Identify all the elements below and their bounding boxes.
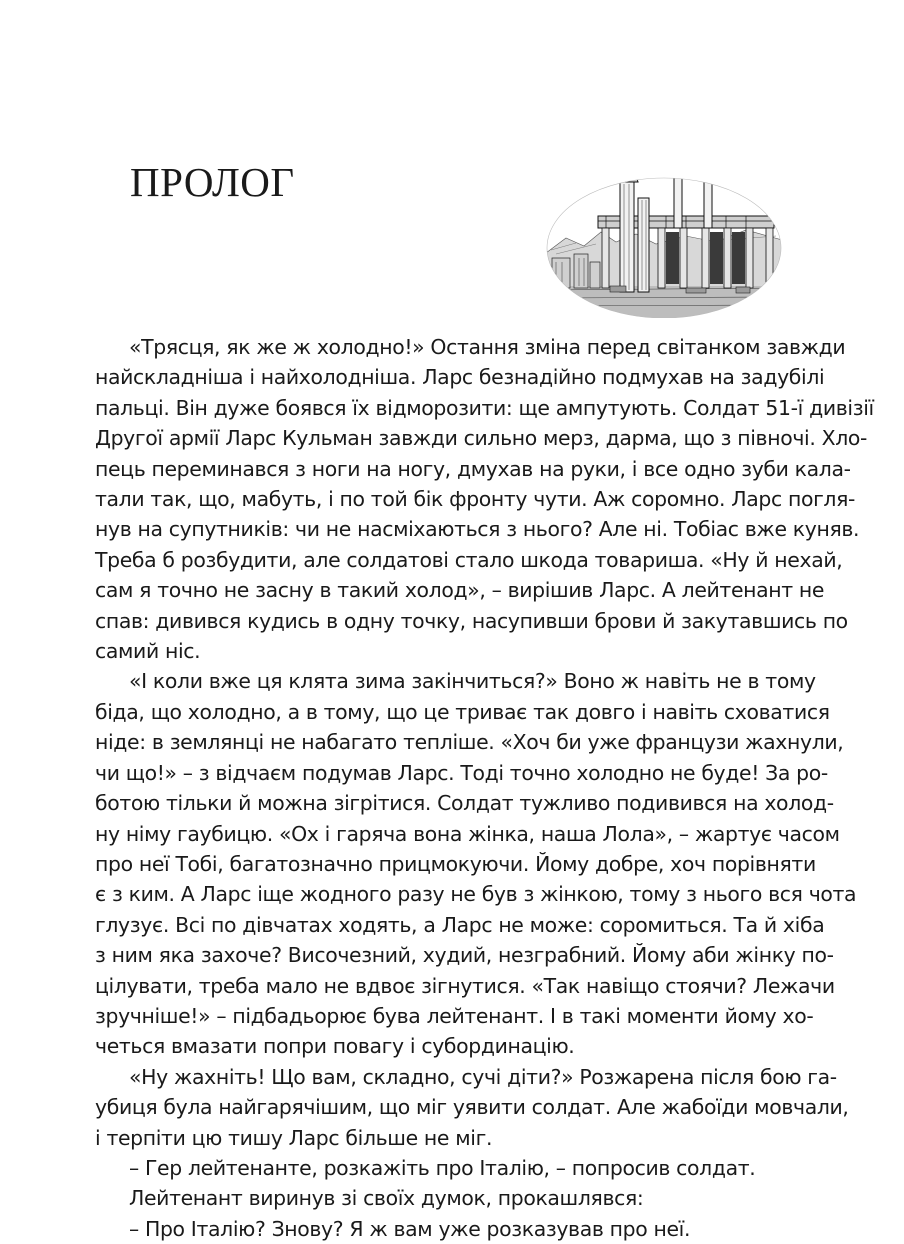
text-line: убиця була найгарячішим, що міг уявити солдат. Але жабоїди мовчали,: [95, 1095, 849, 1120]
text-line: «Трясця, як же ж холодно!» Остання зміна перед світанком завжди: [129, 335, 846, 359]
text-line: пець переминався з ноги на ногу, дмухав на руки, і все одно зуби кала-: [95, 456, 851, 481]
text-line: є з ким. А Ларс іще жодного разу не був з жінкою, тому з нього вся чота: [95, 882, 857, 907]
text-line: з ним яка захоче? Височезний, худий, незграбний. Йому аби жінку по-: [95, 943, 834, 968]
text-line: глузує. Всі по дівчатах ходять, а Ларс не може: соромиться. Та й хіба: [95, 912, 825, 937]
text-line: пальці. Він дуже боявся їх відморозити: ще ампутують. Солдат 51-ї дивізії: [95, 395, 874, 420]
chapter-title: ПРОЛОГ: [130, 159, 295, 205]
text-line: сам я точно не засну в такий холод», – вирішив Ларс. А лейтенант не: [95, 578, 825, 603]
text-line: «І коли вже ця клята зима закінчиться?» Воно ж навіть не в тому: [129, 669, 816, 694]
paragraph-2: [95, 666, 857, 1061]
text-line: тали так, що, мабуть, і по той бік фронту чути. Аж соромно. Ларс погля-: [95, 487, 856, 512]
text-line: четься вмазати попри повагу і субординацію.: [95, 1034, 575, 1059]
text-line: Другої армії Ларс Кульман завжди сильно мерз, дарма, що з півночі. Хло-: [95, 426, 868, 451]
text-line: біда, що холодно, а в тому, що це триває так довго і навіть сховатися: [95, 699, 830, 724]
dialogue-line: Лейтенант виринув зі своїх думок, прокашлявся:: [129, 1186, 644, 1211]
text-line: зручніше!» – підбадьорює бува лейтенант. І в такі моменти йому хо-: [95, 1003, 814, 1028]
main-text: [95, 332, 874, 1244]
dialogue-line: – Про Італію? Знову? Я ж вам уже розказував про неї.: [129, 1216, 691, 1241]
text-line: ну німу гаубицю. «Ох і гаряча вона жінка, наша Лола», – жартує часом: [95, 821, 840, 846]
text-line: Треба б розбудити, але солдатові стало шкода товариша. «Ну й нехай,: [95, 547, 843, 572]
text-line: найскладніша і найхолодніша. Ларс безнадійно подмухав на задубілі: [95, 365, 825, 390]
text-line: самий ніс.: [95, 639, 201, 664]
text-line: чи що!» – з відчаєм подумав Ларс. Тоді точно холодно не буде! За ро-: [95, 760, 828, 785]
text-line: «Ну жахніть! Що вам, складно, сучі діти?» Розжарена після бою га-: [129, 1064, 837, 1089]
text-line: ніде: в землянці не набагато тепліше. «Хоч би уже французи жахнули,: [95, 730, 844, 755]
text-line: цілувати, треба мало не вдвоє зігнутися. «Так навіщо стоячи? Лежачи: [95, 973, 835, 998]
paragraph-1: [95, 332, 874, 666]
text-line: про неї Тобі, багатозначно прицмокуючи. Йому добре, хоч порівняти: [95, 851, 816, 876]
text-line: і терпіти цю тишу Ларс більше не міг.: [95, 1125, 493, 1150]
text-line: спав: дивився кудись в одну точку, насупивши брови й закутавшись по: [95, 608, 848, 633]
paragraph-3: [95, 1062, 849, 1153]
ruined-columns-vignette-icon: [546, 158, 782, 318]
dialogue-line: – Гер лейтенанте, розкажіть про Італію, – попросив солдат.: [129, 1155, 756, 1180]
text-line: нув на супутників: чи не насміхаються з нього? Але ні. Тобіас вже куняв.: [95, 517, 860, 542]
text-line: ботою тільки й можна зігрітися. Солдат тужливо подивився на холод-: [95, 791, 834, 816]
